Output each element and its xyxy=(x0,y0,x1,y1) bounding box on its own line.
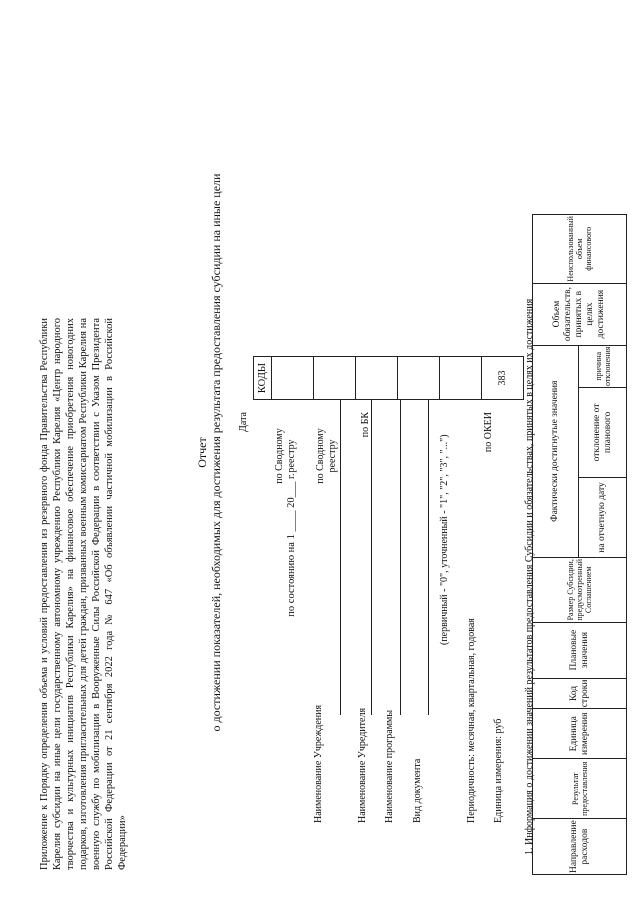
results-table xyxy=(532,214,627,875)
codes-header: КОДЫ xyxy=(254,357,272,400)
label-programma: Наименование программы xyxy=(384,709,395,823)
col-planovye: Плановые значения xyxy=(533,622,627,678)
col-edinica: Единица измерения xyxy=(533,709,627,759)
field-line-programma xyxy=(400,400,401,715)
codes-cell xyxy=(314,357,356,400)
codes-cell xyxy=(272,357,314,400)
field-line-uchreditel xyxy=(371,400,372,715)
codes-cell xyxy=(398,357,440,400)
label-okei: по ОКЕИ xyxy=(483,412,494,453)
col-fakticheski: Фактически достигнутые значения xyxy=(533,345,579,557)
section-1-title: 1. Информация о достижении значений результатов предоставления Субсидии и обязательствах, принятых в целях их достижения xyxy=(524,298,535,855)
col-razmer-subsidii: Размер Субсидии, предусмотренный Соглашением xyxy=(533,557,627,622)
label-vid-dokumenta: Вид документа xyxy=(412,758,423,823)
label-svodny-1: по Сводному реестру xyxy=(274,428,297,484)
label-periodichnost: Периодичность: месячная, квартальная, годовая xyxy=(466,618,477,823)
col-otklonenie: отклонение от планового xyxy=(579,387,627,477)
col-kod-stroki: Код строки xyxy=(533,678,627,709)
as-of-date: по состоянию на 1 ____ 20___ г. xyxy=(286,473,297,617)
col-obem-obyazatelstv: Объем обязательств, принятых в целях достижения xyxy=(533,283,627,345)
field-line-uchrezhdenie xyxy=(340,400,341,715)
codes-cell xyxy=(356,357,398,400)
col-napravlenie: Направление расходов xyxy=(533,819,627,875)
col-prichina: причина отклонения xyxy=(579,345,627,387)
label-date: Дата xyxy=(238,412,249,432)
codes-table xyxy=(253,356,524,400)
field-line-vid xyxy=(428,400,429,715)
label-uchrezhdenie: Наименование Учреждения xyxy=(313,704,324,823)
codes-cell xyxy=(440,357,482,400)
col-na-datu: на отчетную дату xyxy=(579,477,627,557)
col-neispolzovanny: Неиспользованный объем финансового xyxy=(533,215,627,284)
report-subtitle: о достижении показателей, необходимых для достижения результата предоставления субсидии на иные цели xyxy=(209,173,223,732)
label-unit: Единица измерения: руб xyxy=(493,718,504,823)
document-type-hint: (первичный - "0", уточненный - "1", "2", "3", "...") xyxy=(439,434,450,645)
col-rezultat: Результат предоставления xyxy=(533,759,627,819)
label-uchreditel: Наименование Учредителя xyxy=(357,707,368,823)
label-bk: по БК xyxy=(360,412,371,438)
codes-cell-okei: 383 xyxy=(482,357,524,400)
annex-text: Приложение к Порядку определения объема и условий предоставления из резервного фонда Правительства Республики Карелия субсидии на иные цели государственному автономному учреждению Республики Карелия «Центр народного творчества и культурных инициатив Республики Карелия» на финансовое обеспечение приобретения новогодних подарков, изготовления пригласительных для детей граждан, призванных военным комиссариатом Республики Карелия на военную службу по мобилизации в Вооруженные Силы Российской Федерации в соответствии с Указом Президента Российской Федерации от 21 сентября 2022 года № 647 «Об объявлении частичной мобилизации в Российской Федерации» xyxy=(39,318,128,870)
label-svodny-2: по Сводному реестру xyxy=(315,428,338,484)
report-title: Отчет xyxy=(195,437,209,468)
